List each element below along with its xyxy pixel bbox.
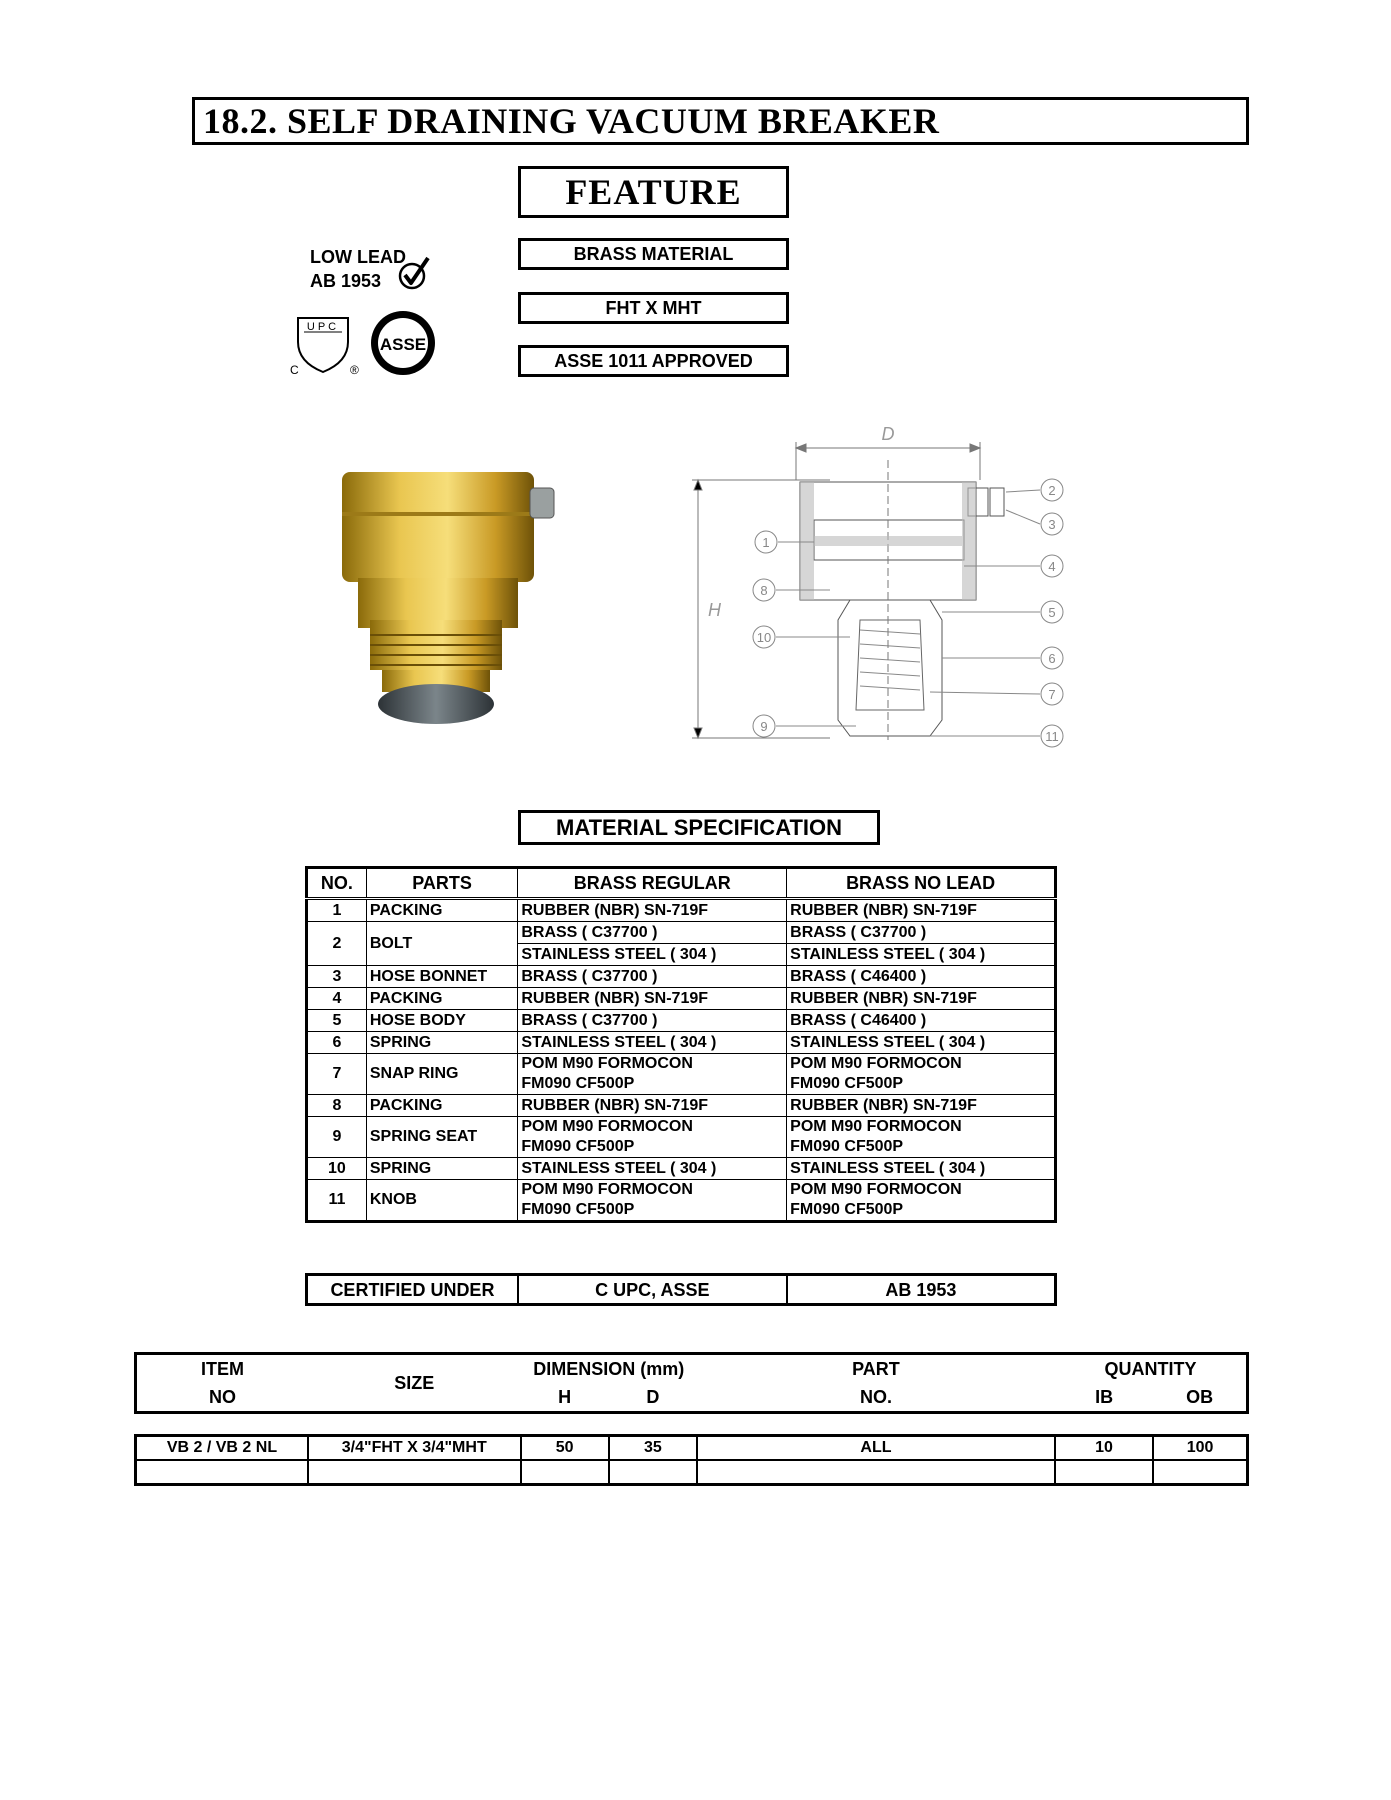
dimension-header — [134, 1352, 1249, 1414]
table-row — [136, 1436, 1248, 1461]
cell-no: 3 — [307, 966, 367, 988]
upc-c-text: C — [290, 363, 299, 377]
cell-item: VB 2 / VB 2 NL — [136, 1436, 308, 1461]
empty-cell — [609, 1460, 697, 1485]
dim-d-label: D — [881, 424, 895, 444]
header-item: ITEM — [200, 1358, 244, 1379]
feature-item: FHT X MHT — [518, 292, 789, 324]
cell-line: FM090 CF500P — [521, 1138, 635, 1155]
certified-table — [305, 1273, 1057, 1306]
cell-line: POM M90 FORMOCON — [790, 1181, 962, 1198]
cell-line: POM M90 FORMOCON — [790, 1118, 962, 1135]
asse-text: ASSE — [379, 335, 427, 354]
low-lead-line2: AB 1953 — [310, 271, 382, 291]
cell-regular: STAINLESS STEEL ( 304 ) — [518, 1158, 787, 1180]
product-photo — [330, 460, 570, 740]
dim-h-label: H — [708, 600, 721, 620]
material-spec-heading: MATERIAL SPECIFICATION — [518, 810, 880, 845]
cell-line: FM090 CF500P — [521, 1075, 635, 1092]
cell-line: POM M90 FORMOCON — [521, 1055, 693, 1072]
certified-row — [307, 1275, 1056, 1305]
callout: 9 — [760, 719, 768, 734]
checkmark-icon — [398, 256, 432, 292]
cell-size: 3/4"FHT X 3/4"MHT — [308, 1436, 521, 1461]
callout: 5 — [1048, 605, 1056, 620]
table-header-row — [307, 868, 1056, 899]
table-row — [307, 988, 1056, 1010]
cell-no: 11 — [307, 1180, 367, 1222]
table-row — [307, 966, 1056, 988]
callout: 6 — [1048, 651, 1056, 666]
cell-h: 50 — [521, 1436, 609, 1461]
cell-part: PACKING — [366, 899, 517, 922]
cell-regular: RUBBER (NBR) SN-719F — [518, 988, 787, 1010]
callout: 1 — [762, 535, 770, 550]
upc-logo — [286, 312, 366, 378]
cell-nolead: BRASS ( C46400 ) — [787, 966, 1056, 988]
cell-line: FM090 CF500P — [790, 1201, 904, 1218]
cell-ob: 100 — [1153, 1436, 1247, 1461]
cell-part: SPRING — [366, 1032, 517, 1054]
empty-cell — [521, 1460, 609, 1485]
cell-no: 7 — [307, 1054, 367, 1095]
cell-ib: 10 — [1055, 1436, 1153, 1461]
cell-nolead: STAINLESS STEEL ( 304 ) — [787, 944, 1056, 966]
cell-nolead: STAINLESS STEEL ( 304 ) — [787, 1158, 1056, 1180]
cell-part: PACKING — [366, 988, 517, 1010]
cell-regular — [518, 1117, 787, 1158]
cell-part: SPRING SEAT — [366, 1117, 517, 1158]
cell-nolead — [787, 1117, 1056, 1158]
cell-line: POM M90 FORMOCON — [790, 1055, 962, 1072]
dimension-table — [134, 1434, 1249, 1486]
cell-regular: BRASS ( C37700 ) — [518, 966, 787, 988]
table-row — [307, 1095, 1056, 1117]
empty-cell — [136, 1460, 308, 1485]
header-d: D — [646, 1386, 660, 1407]
cell-regular: BRASS ( C37700 ) — [518, 1010, 787, 1032]
cell-part: ALL — [697, 1436, 1055, 1461]
cell-nolead: RUBBER (NBR) SN-719F — [787, 899, 1056, 922]
certified-value: C UPC, ASSE — [518, 1275, 787, 1305]
cell-regular — [518, 1180, 787, 1222]
cell-part: BOLT — [366, 922, 517, 966]
cell-no: 10 — [307, 1158, 367, 1180]
cell-line: FM090 CF500P — [521, 1201, 635, 1218]
cell-no: 6 — [307, 1032, 367, 1054]
cell-nolead: RUBBER (NBR) SN-719F — [787, 988, 1056, 1010]
empty-cell — [1153, 1460, 1247, 1485]
cell-line: POM M90 FORMOCON — [521, 1118, 693, 1135]
table-row — [307, 922, 1056, 944]
empty-cell — [697, 1460, 1055, 1485]
cell-part: SPRING — [366, 1158, 517, 1180]
col-header: NO. — [307, 868, 367, 899]
low-lead-line1: LOW LEAD — [310, 247, 406, 267]
cell-no: 4 — [307, 988, 367, 1010]
table-row — [307, 1117, 1056, 1158]
callout: 3 — [1048, 517, 1056, 532]
header-h: H — [558, 1386, 572, 1407]
table-row — [307, 899, 1056, 922]
header-dimension: DIMENSION (mm) — [533, 1358, 685, 1379]
cell-regular: STAINLESS STEEL ( 304 ) — [518, 944, 787, 966]
cell-part: SNAP RING — [366, 1054, 517, 1095]
cell-line: FM090 CF500P — [790, 1075, 904, 1092]
cell-regular: BRASS ( C37700 ) — [518, 922, 787, 944]
cell-nolead: BRASS ( C46400 ) — [787, 1010, 1056, 1032]
cell-nolead — [787, 1180, 1056, 1222]
certified-value: AB 1953 — [787, 1275, 1056, 1305]
table-row — [307, 1158, 1056, 1180]
empty-cell — [1055, 1460, 1153, 1485]
cell-nolead: STAINLESS STEEL ( 304 ) — [787, 1032, 1056, 1054]
table-row — [307, 1032, 1056, 1054]
material-spec-table — [305, 866, 1057, 1223]
cell-part: HOSE BODY — [366, 1010, 517, 1032]
upc-r-text: ® — [350, 363, 359, 377]
cell-part: HOSE BONNET — [366, 966, 517, 988]
header-part-no: NO. — [859, 1386, 892, 1407]
cell-d: 35 — [609, 1436, 697, 1461]
cell-nolead: RUBBER (NBR) SN-719F — [787, 1095, 1056, 1117]
cell-no: 5 — [307, 1010, 367, 1032]
table-row — [307, 1010, 1056, 1032]
feature-item: BRASS MATERIAL — [518, 238, 789, 270]
cell-line: POM M90 FORMOCON — [521, 1181, 693, 1198]
cell-no: 2 — [307, 922, 367, 966]
low-lead-label — [310, 245, 406, 293]
callout: 4 — [1048, 559, 1056, 574]
cell-regular: RUBBER (NBR) SN-719F — [518, 899, 787, 922]
cell-nolead: BRASS ( C37700 ) — [787, 922, 1056, 944]
cell-no: 9 — [307, 1117, 367, 1158]
asse-logo — [368, 308, 438, 378]
feature-item: ASSE 1011 APPROVED — [518, 345, 789, 377]
header-ib: IB — [1095, 1386, 1114, 1407]
cell-no: 1 — [307, 899, 367, 922]
cell-no: 8 — [307, 1095, 367, 1117]
header-part: PART — [852, 1358, 900, 1379]
callout: 10 — [756, 630, 772, 645]
table-row — [307, 1054, 1056, 1095]
callout: 8 — [760, 583, 768, 598]
col-header: PARTS — [366, 868, 517, 899]
col-header: BRASS NO LEAD — [787, 868, 1056, 899]
callout: 7 — [1048, 687, 1056, 702]
header-quantity: QUANTITY — [1104, 1358, 1197, 1379]
certified-label: CERTIFIED UNDER — [307, 1275, 518, 1305]
technical-drawing — [680, 420, 1080, 750]
cell-nolead — [787, 1054, 1056, 1095]
table-row-empty — [136, 1460, 1248, 1485]
cell-regular: STAINLESS STEEL ( 304 ) — [518, 1032, 787, 1054]
table-row — [307, 1180, 1056, 1222]
cell-regular: RUBBER (NBR) SN-719F — [518, 1095, 787, 1117]
header-ob: OB — [1186, 1386, 1214, 1407]
page-title: 18.2. SELF DRAINING VACUUM BREAKER — [192, 97, 1249, 145]
header-item-no: NO — [208, 1386, 236, 1407]
col-header: BRASS REGULAR — [518, 868, 787, 899]
cell-regular — [518, 1054, 787, 1095]
empty-cell — [308, 1460, 521, 1485]
upc-text: UPC — [306, 321, 340, 333]
callout: 2 — [1048, 483, 1056, 498]
header-size: SIZE — [394, 1372, 435, 1393]
cell-line: FM090 CF500P — [790, 1138, 904, 1155]
callout: 11 — [1045, 729, 1059, 744]
feature-heading: FEATURE — [518, 166, 789, 218]
cell-part: PACKING — [366, 1095, 517, 1117]
cell-part: KNOB — [366, 1180, 517, 1222]
